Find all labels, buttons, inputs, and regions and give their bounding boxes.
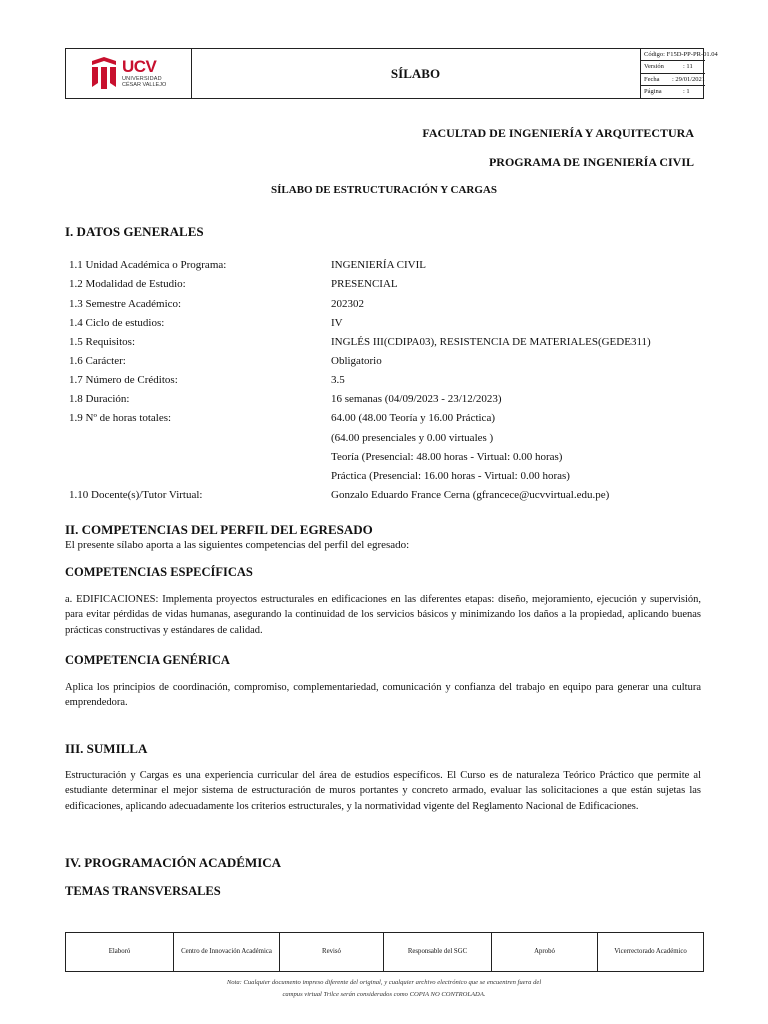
general-data-label: 1.8 Duración:: [69, 393, 130, 405]
general-data-value: IV: [331, 317, 343, 329]
general-data-label: 1.9 Nº de horas totales:: [69, 412, 172, 424]
section-2-intro: El presente sílabo aporta a las siguientes competencias del perfil del egresado:: [65, 539, 410, 551]
logo-brand: UCV: [122, 57, 157, 76]
specific-competencies-text: a. EDIFICACIONES: Implementa proyectos estructurales en edificaciones en las diferentes etapas: diseño, mejoramiento, ejecución y supervisión, para evitar pérdidas de vidas humanas, asegurando la continuidad de los servicios básicos y minimizando los daños a la propiedad, aplicando buenas prácticas constructivas y estándares de calidad.: [65, 594, 701, 636]
meta-value: : 1: [683, 87, 690, 95]
document-header: [65, 48, 718, 99]
meta-key: Fecha: [644, 75, 660, 83]
specific-competencies-title: COMPETENCIAS ESPECÍFICAS: [65, 565, 253, 579]
general-data-value: 3.5: [331, 374, 345, 386]
footer-cell: Responsable del SGC: [384, 933, 492, 971]
transversal-topics-title: TEMAS TRANSVERSALES: [65, 884, 221, 898]
general-data-label: 1.7 Número de Créditos:: [69, 374, 178, 386]
general-data-value: Gonzalo Eduardo France Cerna (gfrancece@ucvvirtual.edu.pe): [331, 489, 610, 501]
meta-value: : F15D-PP-PR-01.04: [663, 51, 718, 58]
generic-competency-text: Aplica los principios de coordinación, compromiso, complementariedad, comunicación y confianza del trabajo en equipo para generar una cultura emprendedora.: [65, 682, 701, 709]
generic-competency-title: COMPETENCIA GENÉRICA: [65, 653, 230, 667]
section-1-title: I. DATOS GENERALES: [65, 224, 204, 239]
footer-note-line-2: campus virtual Trilce serán considerados como COPIA NO CONTROLADA.: [282, 991, 486, 998]
general-data-value: PRESENCIAL: [331, 278, 398, 290]
syllabus-heading: SÍLABO DE ESTRUCTURACIÓN Y CARGAS: [271, 184, 497, 196]
ucv-logo: [90, 57, 170, 91]
footer-cell: Elaboró: [66, 933, 174, 971]
sumilla-text: Estructuración y Cargas es una experiencia curricular del área de estudios específicos. El Curso es de naturaleza Teórico Práctico que permite al estudiante determinar el mejor sistema de estructuración de muros portantes y concreto armado, evaluar las solicitaciones a que están sujetas las edificaciones, aplicando adecuadamente los criterios estructurales, y la normatividad vigente del Reglamento Nacional de Edificaciones.: [65, 770, 701, 812]
general-data-value: (64.00 presenciales y 0.00 virtuales ): [331, 432, 494, 444]
general-data-label: 1.5 Requisitos:: [69, 336, 136, 348]
general-data-value: INGENIERÍA CIVIL: [331, 259, 427, 271]
general-data-value: 16 semanas (04/09/2023 - 23/12/2023): [331, 393, 502, 405]
logo-line-2: CÉSAR VALLEJO: [122, 82, 167, 88]
section-2-title: II. COMPETENCIAS DEL PERFIL DEL EGRESADO: [65, 522, 373, 537]
approval-footer: [65, 932, 704, 972]
meta-row: [641, 86, 705, 98]
general-data-value: INGLÉS III(CDIPA03), RESISTENCIA DE MATERIALES(GEDE311): [331, 336, 651, 348]
meta-value: : 11: [683, 63, 693, 71]
footer-note-line-1: Nota: Cualquier documento impreso diferente del original, y cualquier archivo electrónico que se encuentren fuera del: [226, 979, 542, 986]
footer-cell: Vicerrectorado Académico: [614, 948, 687, 955]
meta-value: : 29/01/2021: [671, 75, 705, 83]
meta-row: [641, 49, 718, 61]
general-data-value: Obligatorio: [331, 355, 382, 367]
meta-key: Versión: [644, 63, 664, 71]
document-title: SÍLABO: [191, 49, 641, 98]
section-3-title: III. SUMILLA: [65, 741, 148, 756]
document-meta: [641, 49, 718, 98]
meta-key: Página: [644, 87, 662, 95]
program-heading: PROGRAMA DE INGENIERÍA CIVIL: [488, 155, 694, 169]
general-data-label: 1.6 Carácter:: [69, 355, 126, 367]
footer-cell: Revisó: [280, 933, 384, 971]
meta-row: [641, 61, 705, 73]
section-4-title: IV. PROGRAMACIÓN ACADÉMICA: [65, 855, 282, 870]
general-data-label: 1.1 Unidad Académica o Programa:: [69, 259, 227, 271]
general-data-label: 1.4 Ciclo de estudios:: [69, 317, 165, 329]
footer-cell: Aprobó: [492, 933, 598, 971]
ucv-emblem-icon: [90, 57, 118, 89]
general-data-label: 1.3 Semestre Académico:: [69, 298, 182, 310]
general-data-value: Práctica (Presencial: 16.00 horas - Virtual: 0.00 horas): [331, 470, 570, 482]
general-data-label: 1.2 Modalidad de Estudio:: [69, 278, 186, 290]
general-data-value: 202302: [331, 298, 364, 310]
general-data-value: 64.00 (48.00 Teoría y 16.00 Práctica): [331, 412, 495, 424]
logo-line-1: UNIVERSIDAD: [122, 76, 162, 82]
general-data-value: Teoría (Presencial: 48.00 horas - Virtual: 0.00 horas): [331, 451, 563, 463]
meta-row: [641, 74, 705, 86]
general-data-label: 1.10 Docente(s)/Tutor Virtual:: [69, 489, 203, 501]
meta-key: Código: [644, 51, 664, 58]
footer-cell: Centro de Innovación Académica: [174, 933, 280, 971]
faculty-heading: FACULTAD DE INGENIERÍA Y ARQUITECTURA: [422, 126, 694, 140]
logo-cell: [66, 49, 192, 98]
